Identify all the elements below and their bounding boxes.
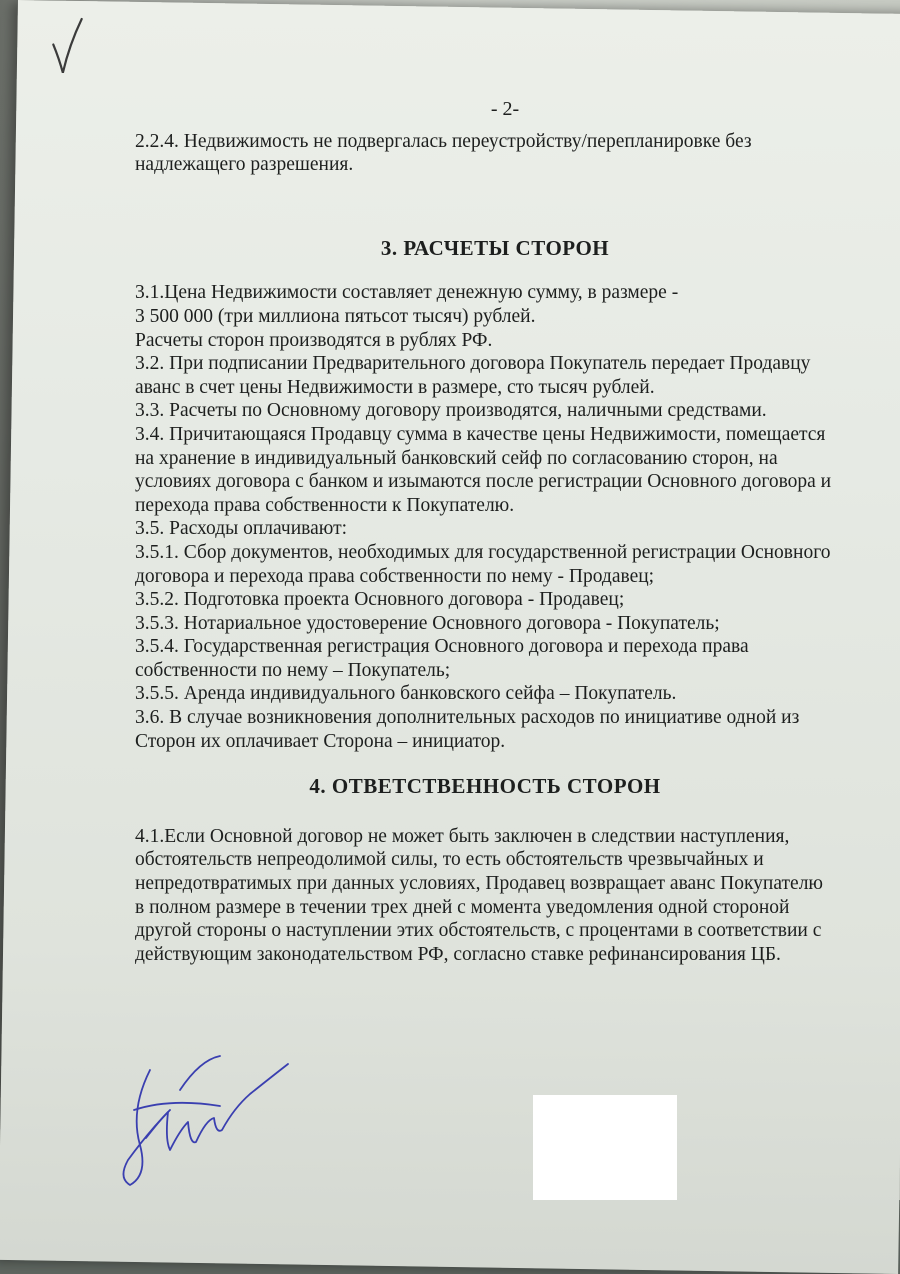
clause-3-4: 3.4. Причитающаяся Продавцу сумма в качестве цены Недвижимости, помещается на хранение в индивидуальный банковский сейф по согласованию сторон, на условиях договора с банком и изымаются после регистрации Основного договора и перехода права собственности к Покупателю. bbox=[135, 423, 832, 516]
clause-3-5-5: 3.5.5. Аренда индивидуального банковского сейфа – Покупатель. bbox=[135, 683, 677, 705]
pencil-mark-icon bbox=[47, 14, 88, 75]
clause-3-1: 3.1.Цена Недвижимости составляет денежную сумму, в размере - bbox=[135, 282, 679, 304]
clause-3-5-2: 3.5.2. Подготовка проекта Основного договора - Продавец; bbox=[135, 589, 625, 611]
clause-3-2: 3.2. При подписании Предварительного договора Покупатель передает Продавцу аванс в счет цены Недвижимости в размере, сто тысяч рублей. bbox=[135, 353, 811, 398]
clause-3-1-amount: 3 500 000 (три миллиона пятьсот тысяч) рублей. bbox=[135, 305, 536, 327]
clause-2-2-4: 2.2.4. Недвижимость не подвергалась переустройству/перепланировке без надлежащего разрешения. bbox=[135, 130, 752, 176]
section-3-heading: 3. РАСЧЕТЫ СТОРОН bbox=[380, 235, 610, 260]
page-number: - 2- bbox=[490, 98, 520, 120]
clause-3-5-3: 3.5.3. Нотариальное удостоверение Основного договора - Покупатель; bbox=[135, 612, 720, 634]
clause-3-5-4: 3.5.4. Государственная регистрация Основного договора и перехода права собственности по нему – Покупатель; bbox=[135, 636, 749, 681]
section-4-heading: 4. ОТВЕТСТВЕННОСТЬ СТОРОН bbox=[309, 774, 661, 799]
clause-4-1: 4.1.Если Основной договор не может быть заключен в следствии наступления, обстоятельств непреодолимой силы, то есть обстоятельств чрезвычайных и непредотвратимых при данных условиях, Продавец возвращает аванс Покупателю в полном размере в течении трех дней с момента уведомления одной стороной другой стороны о наступлении этих обстоятельств, с процентами в соответствии с действующим законодательством РФ, согласно ставке рефинансирования ЦБ. bbox=[135, 825, 823, 965]
clause-3-5-1: 3.5.1. Сбор документов, необходимых для государственной регистрации Основного договора и перехода права собственности по нему - Продавец; bbox=[135, 541, 831, 587]
clause-3-6: 3.6. В случае возникновения дополнительных расходов по инициативе одной из Сторон их оплачивает Сторона – инициатор. bbox=[135, 707, 800, 752]
document-body bbox=[135, 98, 835, 966]
clause-3-3: 3.3. Расчеты по Основному договору производятся, наличными средствами. bbox=[135, 400, 767, 422]
clause-3-1-currency: Расчеты сторон производятся в рублях РФ. bbox=[135, 329, 493, 351]
clause-3-5: 3.5. Расходы оплачивают: bbox=[135, 518, 348, 540]
redaction-block bbox=[533, 1095, 677, 1200]
signature-icon bbox=[110, 1050, 300, 1190]
